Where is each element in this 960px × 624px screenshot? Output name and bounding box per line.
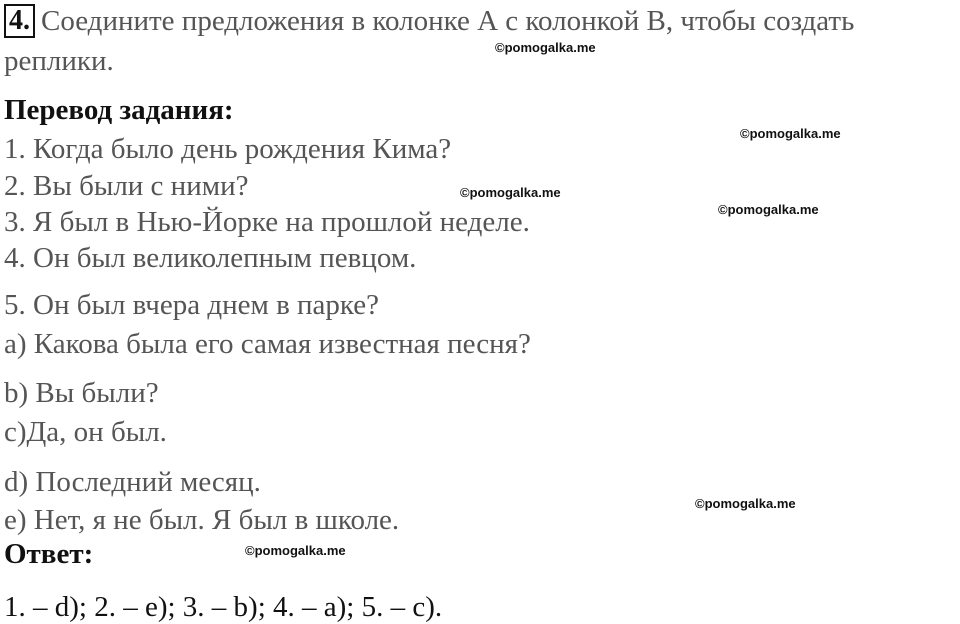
task-instruction-line1: Соедините предложения в колонке А с колонкой В, чтобы создать xyxy=(41,5,855,37)
answer-text: 1. – d); 2. – e); 3. – b); 4. – a); 5. – c). xyxy=(4,591,443,623)
translation-item-d: d) Последний месяц. xyxy=(4,466,261,498)
translation-item-e: e) Нет, я не был. Я был в школе. xyxy=(4,504,400,536)
watermark: ©pomogalka.me xyxy=(495,40,596,55)
answer-heading: Ответ: xyxy=(4,538,94,570)
translation-item-5: 5. Он был вчера днем в парке? xyxy=(4,289,380,321)
translation-item-2: 2. Вы были с ними? xyxy=(4,170,249,202)
watermark: ©pomogalka.me xyxy=(718,202,819,217)
task-instruction-line2: реплики. xyxy=(4,45,114,77)
translation-heading: Перевод задания: xyxy=(4,94,234,126)
translation-item-c: c)Да, он был. xyxy=(4,416,167,448)
task-number: 4. xyxy=(4,4,35,38)
watermark: ©pomogalka.me xyxy=(695,496,796,511)
translation-item-b: b) Вы были? xyxy=(4,377,159,409)
translation-item-1: 1. Когда было день рождения Кима? xyxy=(4,133,452,165)
translation-item-4: 4. Он был великолепным певцом. xyxy=(4,242,417,274)
watermark: ©pomogalka.me xyxy=(245,543,346,558)
watermark: ©pomogalka.me xyxy=(460,185,561,200)
translation-item-a: a) Какова была его самая известная песня? xyxy=(4,328,531,360)
task-instruction xyxy=(4,4,854,38)
watermark: ©pomogalka.me xyxy=(740,126,841,141)
translation-item-3: 3. Я был в Нью-Йорке на прошлой неделе. xyxy=(4,206,530,238)
